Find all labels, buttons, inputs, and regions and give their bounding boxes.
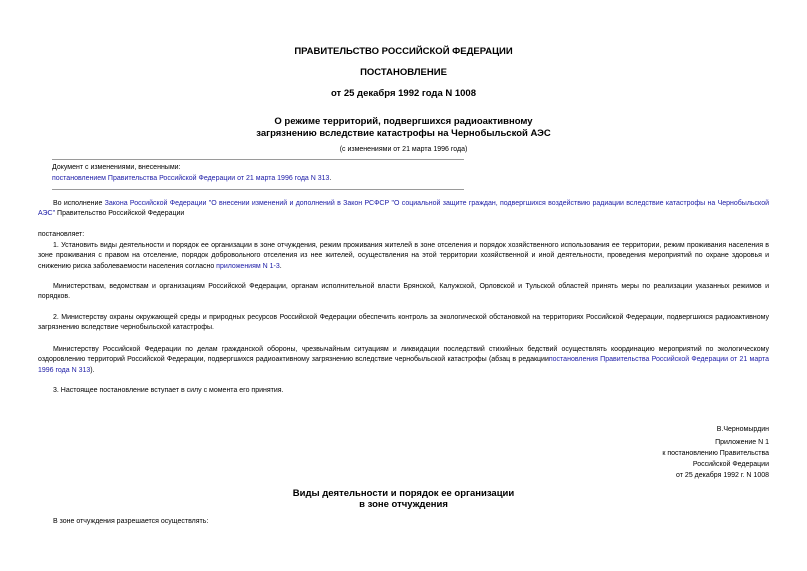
emergency-text: Министерству Российской Федерации по делам гражданской обороны, чрезвычайным ситуациям и ликвидации последствий стихийных бедствий осуществлять координацию мероприятий по экологическому оздоровлению территорий Российской Федерации, подвергшихся радиоактивному загрязнению вследствие чернобыльской катастрофы (абзац в редакции xyxy=(38,346,769,364)
decrees: постановляет: xyxy=(38,231,85,238)
document-type: ПОСТАНОВЛЕНИЕ xyxy=(360,67,447,78)
ministries-paragraph: Министерствам, ведомствам и организациям Российской Федерации, органам исполнительной власти Брянской, Калужской, Орловской и Тульской областей принять меры по реализации указанных режимов и порядков. xyxy=(38,283,769,301)
section-title-line-2: в зоне отчуждения xyxy=(359,499,448,510)
government-heading: ПРАВИТЕЛЬСТВО РОССИЙСКОЙ ФЕДЕРАЦИИ xyxy=(294,46,513,57)
preamble-pre: Во исполнение xyxy=(53,200,105,207)
emergency-paragraph xyxy=(38,345,769,376)
item-1-text: 1. Установить виды деятельности и порядок ее организации в зоне отчуждения, режим проживания жителей в зоне отселения и порядок хозяйственного использования ее территории, режим проживания населения в зоне проживания с правом на отселение, порядок добровольного отселения из нее жителей, осуществления на этой территории хозяйственной и иной деятельности, проведения мероприятий по охране здоровья и снижению риска заболеваемости населения согласно xyxy=(38,242,769,270)
section-title-line-1: Виды деятельности и порядок ее организации xyxy=(292,488,515,499)
law-link[interactable]: Закона Российской Федерации "О внесении изменений и дополнений в Закон РСФСР "О социальной защите граждан, подвергшихся воздействию радиации вследствие катастрофы на Чернобыльской АЭС" xyxy=(38,200,769,218)
item-1 xyxy=(38,241,769,272)
preamble-post: Правительство Российской Федерации xyxy=(55,210,185,218)
appendix-line-4: от 25 декабря 1992 г. N 1008 xyxy=(676,472,769,479)
amendments-line xyxy=(52,174,472,184)
revision-note: (с изменениями от 21 марта 1996 года) xyxy=(339,146,468,153)
item-3: 3. Настоящее постановление вступает в силу с момента его принятия. xyxy=(53,387,284,394)
amendments-label: Документ с изменениями, внесенными: xyxy=(52,164,181,171)
item-2: 2. Министерству охраны окружающей среды и природных ресурсов Российской Федерации обеспечить контроль за экологической обстановкой на территориях Российской Федерации, подвергшихся радиоактивному загрязнению вследствие чернобыльской катастрофы. xyxy=(38,314,769,332)
appendix-line-2: к постановлению Правительства xyxy=(662,450,769,457)
appendix-line-3: Российской Федерации xyxy=(692,461,769,468)
document-date: от 25 декабря 1992 года N 1008 xyxy=(330,88,476,99)
item-1-tail: . xyxy=(279,262,282,270)
document-title-line-1: О режиме территорий, подвергшихся радиоактивному xyxy=(274,116,533,127)
amendments-link[interactable]: постановлением Правительства Российской Федерации от 21 марта 1996 года N 313 xyxy=(52,175,330,182)
amendment-link-2[interactable]: постановления Правительства Российской Федерации от 21 марта 1996 года N 313 xyxy=(38,356,769,374)
preamble xyxy=(38,199,769,220)
appendices-link[interactable]: приложениям N 1-3 xyxy=(216,262,280,270)
signature: В.Черномырдин xyxy=(716,426,769,433)
section-intro: В зоне отчуждения разрешается осуществлять: xyxy=(53,518,209,525)
document-title-line-2: загрязнению вследствие катастрофы на Чернобыльской АЭС xyxy=(256,128,551,139)
divider-top xyxy=(52,159,464,160)
emergency-tail: ). xyxy=(90,366,95,374)
appendix-line-1: Приложение N 1 xyxy=(715,439,769,446)
divider-bottom xyxy=(52,189,464,190)
amendments-tail: . xyxy=(329,175,332,182)
